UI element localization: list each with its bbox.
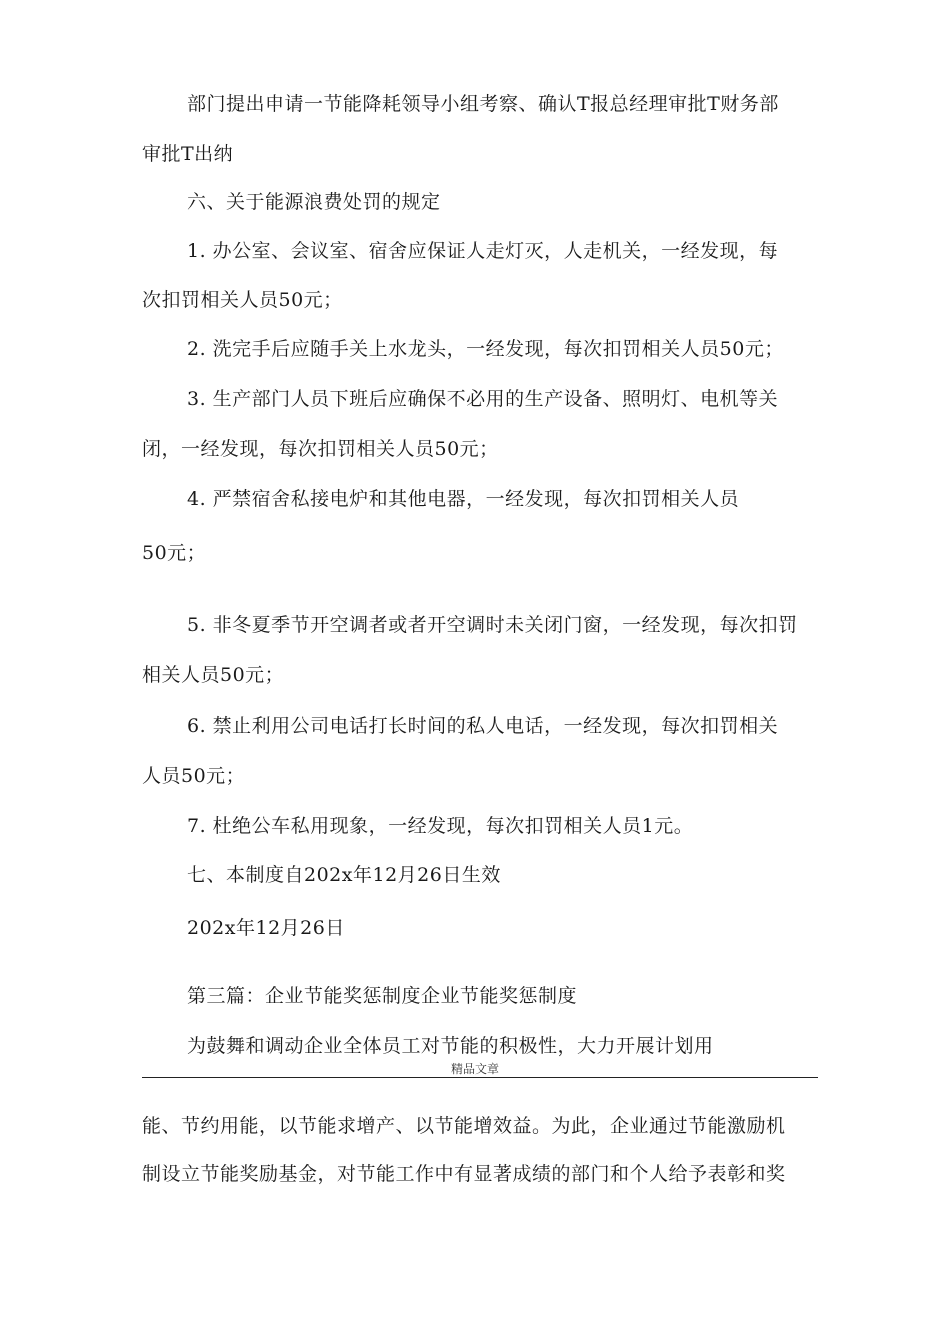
date-line: 202x年12月26日 bbox=[187, 917, 345, 939]
list-item: 5. 非冬夏季节开空调者或者开空调时未关闭门窗，一经发现，每次扣罚 bbox=[187, 614, 798, 636]
paragraph-line: 为鼓舞和调动企业全体员工对节能的积极性，大力开展计划用 bbox=[187, 1035, 714, 1057]
page-footer-label: 精品文章 bbox=[450, 1062, 499, 1076]
paragraph-line: 审批T出纳 bbox=[142, 143, 234, 165]
list-item: 2. 洗完手后应随手关上水龙头，一经发现，每次扣罚相关人员50元； bbox=[187, 338, 784, 360]
paragraph-line: 部门提出申请一节能降耗领导小组考察、确认T报总经理审批T财务部 bbox=[187, 93, 779, 115]
section-heading: 七、本制度自202x年12月26日生效 bbox=[187, 864, 501, 886]
paragraph-line: 闭，一经发现，每次扣罚相关人员50元； bbox=[142, 438, 499, 460]
paragraph-line: 相关人员50元； bbox=[142, 664, 285, 686]
list-item: 1. 办公室、会议室、宿舍应保证人走灯灭，人走机关，一经发现，每 bbox=[187, 240, 779, 262]
paragraph-line: 50元； bbox=[142, 542, 207, 564]
paragraph-line: 能、节约用能，以节能求增产、以节能增效益。为此，企业通过节能激励机 bbox=[142, 1115, 786, 1137]
section-heading: 六、关于能源浪费处罚的规定 bbox=[187, 191, 441, 213]
paragraph-line: 制设立节能奖励基金，对节能工作中有显著成绩的部门和个人给予表彰和奖 bbox=[142, 1163, 786, 1185]
chapter-heading: 第三篇：企业节能奖惩制度企业节能奖惩制度 bbox=[187, 985, 578, 1007]
footer-divider bbox=[142, 1077, 818, 1078]
list-item: 6. 禁止利用公司电话打长时间的私人电话，一经发现，每次扣罚相关 bbox=[187, 715, 779, 737]
list-item: 4. 严禁宿舍私接电炉和其他电器，一经发现，每次扣罚相关人员 bbox=[187, 488, 740, 510]
list-item: 7. 杜绝公车私用现象，一经发现，每次扣罚相关人员1元。 bbox=[187, 815, 694, 837]
paragraph-line: 次扣罚相关人员50元； bbox=[142, 289, 343, 311]
paragraph-line: 人员50元； bbox=[142, 765, 246, 787]
list-item: 3. 生产部门人员下班后应确保不必用的生产设备、照明灯、电机等关 bbox=[187, 388, 779, 410]
